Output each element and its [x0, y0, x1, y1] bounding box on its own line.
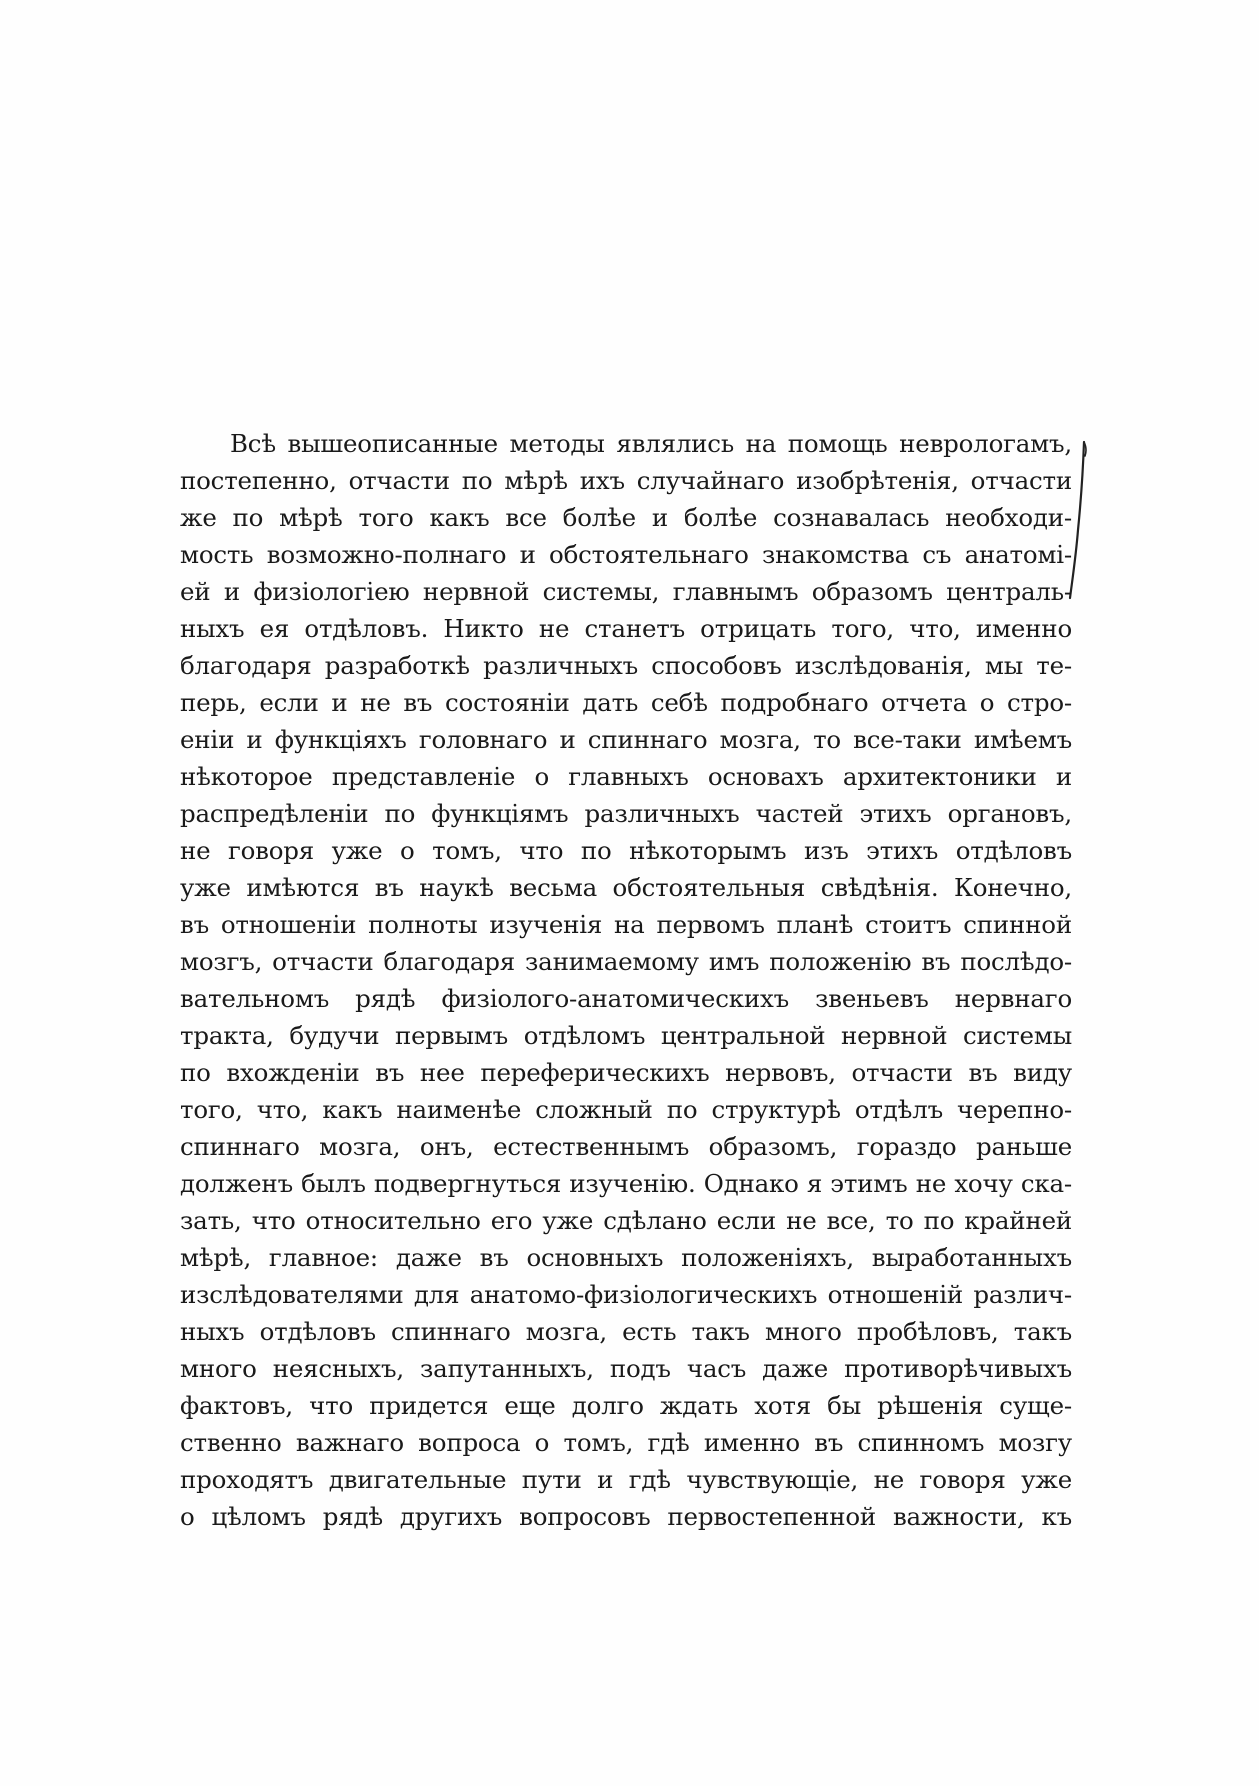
text-line: мозгъ, отчасти благодаря занимаемому имъ положенію въ послѣдо-	[180, 947, 1072, 976]
text-line: изслѣдователями для анатомо-физіологическихъ отношеній различ-	[180, 1280, 1072, 1309]
text-line: уже имѣются въ наукѣ весьма обстоятельныя свѣдѣнія. Конечно,	[180, 873, 1072, 902]
text-line: ей и физіологіею нервной системы, главнымъ образомъ централь-	[180, 577, 1072, 606]
text-line: много неясныхъ, запутанныхъ, подъ часъ даже противорѣчивыхъ	[180, 1354, 1072, 1383]
text-line: еніи и функціяхъ головнаго и спиннаго мозга, то все-таки имѣемъ	[180, 725, 1072, 754]
text-line: мость возможно-полнаго и обстоятельнаго знакомства съ анатомі-	[180, 540, 1072, 569]
text-line: долженъ былъ подвергнуться изученію. Однако я этимъ не хочу ска-	[180, 1169, 1072, 1198]
text-line: же по мѣрѣ того какъ все болѣе и болѣе сознавалась необходи-	[180, 503, 1072, 532]
text-line: о цѣломъ рядѣ другихъ вопросовъ первостепенной важности, къ	[180, 1502, 1072, 1531]
text-line: ныхъ ея отдѣловъ. Никто не станетъ отрицать того, что, именно	[180, 614, 1072, 643]
text-line: фактовъ, что придется еще долго ждать хотя бы рѣшенія суще-	[180, 1391, 1072, 1420]
text-line: ственно важнаго вопроса о томъ, гдѣ именно въ спинномъ мозгу	[180, 1428, 1072, 1457]
text-line: зать, что относительно его уже сдѣлано если не все, то по крайней	[180, 1206, 1072, 1235]
text-line: того, что, какъ наименѣе сложный по структурѣ отдѣлъ черепно-	[180, 1095, 1072, 1124]
text-line: проходятъ двигательные пути и гдѣ чувствующіе, не говоря уже	[180, 1465, 1072, 1494]
text-line: вательномъ рядѣ физіолого-анатомическихъ звеньевъ нервнаго	[180, 984, 1072, 1013]
text-line: спиннаго мозга, онъ, естественнымъ образомъ, гораздо раньше	[180, 1132, 1072, 1161]
text-line: благодаря разработкѣ различныхъ способовъ изслѣдованія, мы те-	[180, 651, 1072, 680]
text-line: перь, если и не въ состояніи дать себѣ подробнаго отчета о стро-	[180, 688, 1072, 717]
text-line: тракта, будучи первымъ отдѣломъ центральной нервной системы	[180, 1021, 1072, 1050]
text-line: въ отношеніи полноты изученія на первомъ планѣ стоитъ спинной	[180, 910, 1072, 939]
text-line: Всѣ вышеописанные методы являлись на помощь неврологамъ,	[230, 429, 1072, 458]
text-line: по вхожденіи въ нее переферическихъ нервовъ, отчасти въ виду	[180, 1058, 1072, 1087]
text-line: не говоря уже о томъ, что по нѣкоторымъ изъ этихъ отдѣловъ	[180, 836, 1072, 865]
body-paragraph	[180, 425, 1072, 1535]
text-line: мѣрѣ, главное: даже въ основныхъ положеніяхъ, выработанныхъ	[180, 1243, 1072, 1272]
text-line: нѣкоторое представленіе о главныхъ основахъ архитектоники и	[180, 762, 1072, 791]
text-line: ныхъ отдѣловъ спиннаго мозга, есть такъ много пробѣловъ, такъ	[180, 1317, 1072, 1346]
text-line: постепенно, отчасти по мѣрѣ ихъ случайнаго изобрѣтенія, отчасти	[180, 466, 1072, 495]
text-line: распредѣленіи по функціямъ различныхъ частей этихъ органовъ,	[180, 799, 1072, 828]
